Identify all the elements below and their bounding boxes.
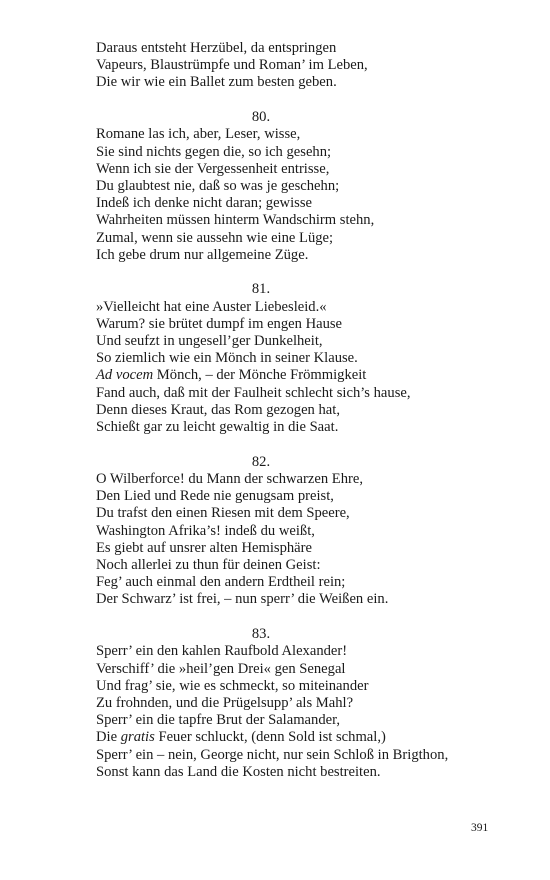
verse-line: Verschiff’ die »heil’gen Drei« gen Senegal [96, 660, 346, 677]
stanza-number: 83. [251, 626, 271, 643]
verse-line: Ich gebe drum nur allgemeine Züge. [96, 246, 309, 263]
verse-line: Sperr’ ein – nein, George nicht, nur sein Schloß in Brigthon, [96, 746, 449, 763]
verse-line-start: Die [96, 729, 118, 746]
page-number: 391 [471, 822, 489, 834]
verse-line: Washington Afrika’s! indeß du weißt, [96, 522, 315, 539]
verse-line-rest: Feuer schluckt, (denn Sold ist schmal,) [158, 729, 386, 746]
verse-line: »Vielleicht hat eine Auster Liebesleid.« [96, 298, 327, 315]
stanza-number: 82. [251, 453, 271, 470]
italic-phrase: Ad vocem [96, 367, 154, 384]
verse-line: Zumal, wenn sie aussehn wie eine Lüge; [96, 229, 334, 246]
verse-line: Du glaubtest nie, daß so was je geschehn; [96, 177, 340, 194]
verse-line: Daraus entsteht Herzübel, da entspringen [96, 40, 337, 56]
verse-line: Sie sind nichts gegen die, so ich gesehn; [96, 143, 332, 160]
italic-word: gratis [120, 729, 155, 746]
verse-line: Es giebt auf unsrer alten Hemisphäre [96, 539, 312, 556]
verse-line [96, 367, 496, 384]
verse-line: Wenn ich sie der Vergessenheit entrisse, [96, 160, 330, 177]
stanza-80 [96, 126, 496, 264]
stanza-83 [96, 643, 496, 781]
verse-line: Noch allerlei zu thun für deinen Geist: [96, 556, 321, 573]
verse-line: Die wir wie ein Ballet zum besten geben. [96, 74, 337, 91]
verse-line: Vapeurs, Blaustrümpfe und Roman’ im Leben, [96, 57, 368, 74]
stanza-number: 81. [251, 281, 271, 298]
verse-line [96, 729, 496, 746]
poem-page [96, 40, 496, 781]
verse-line: Romane las ich, aber, Leser, wisse, [96, 126, 301, 143]
verse-line: Denn dieses Kraut, das Rom gezogen hat, [96, 401, 340, 418]
verse-line: Und seufzt in ungesell’ger Dunkelheit, [96, 333, 323, 350]
verse-line: Fand auch, daß mit der Faulheit schlecht sich’s hause, [96, 384, 411, 401]
verse-line: O Wilberforce! du Mann der schwarzen Ehre, [96, 470, 363, 487]
stanza-number: 80. [251, 109, 271, 126]
verse-line-rest: Mönch, – der Mönche Frömmigkeit [156, 367, 367, 384]
verse-line: Schießt gar zu leicht gewaltig in die Saat. [96, 419, 339, 436]
verse-line: Feg’ auch einmal den andern Erdtheil rein; [96, 574, 346, 591]
verse-line: Zu frohnden, und die Prügelsupp’ als Mahl? [96, 694, 354, 711]
verse-line: Indeß ich denke nicht daran; gewisse [96, 195, 312, 212]
verse-line: Warum? sie brütet dumpf im engen Hause [96, 315, 343, 332]
opening-stanza-fragment [96, 40, 496, 92]
verse-line: Sonst kann das Land die Kosten nicht bestreiten. [96, 763, 381, 780]
stanza-81 [96, 299, 496, 437]
verse-line: Du trafst den einen Riesen mit dem Speere, [96, 505, 350, 522]
verse-line: Sperr’ ein die tapfre Brut der Salamander, [96, 712, 341, 729]
stanza-82 [96, 471, 496, 609]
verse-line: Wahrheiten müssen hinterm Wandschirm stehn, [96, 212, 375, 229]
verse-line: Und frag’ sie, wie es schmeckt, so miteinander [96, 677, 369, 694]
verse-line: Der Schwarz’ ist frei, – nun sperr’ die Weißen ein. [96, 591, 389, 608]
verse-line: So ziemlich wie ein Mönch in seiner Klause. [96, 350, 358, 367]
verse-line: Sperr’ ein den kahlen Raufbold Alexander! [96, 643, 348, 660]
verse-line: Den Lied und Rede nie genugsam preist, [96, 488, 334, 505]
